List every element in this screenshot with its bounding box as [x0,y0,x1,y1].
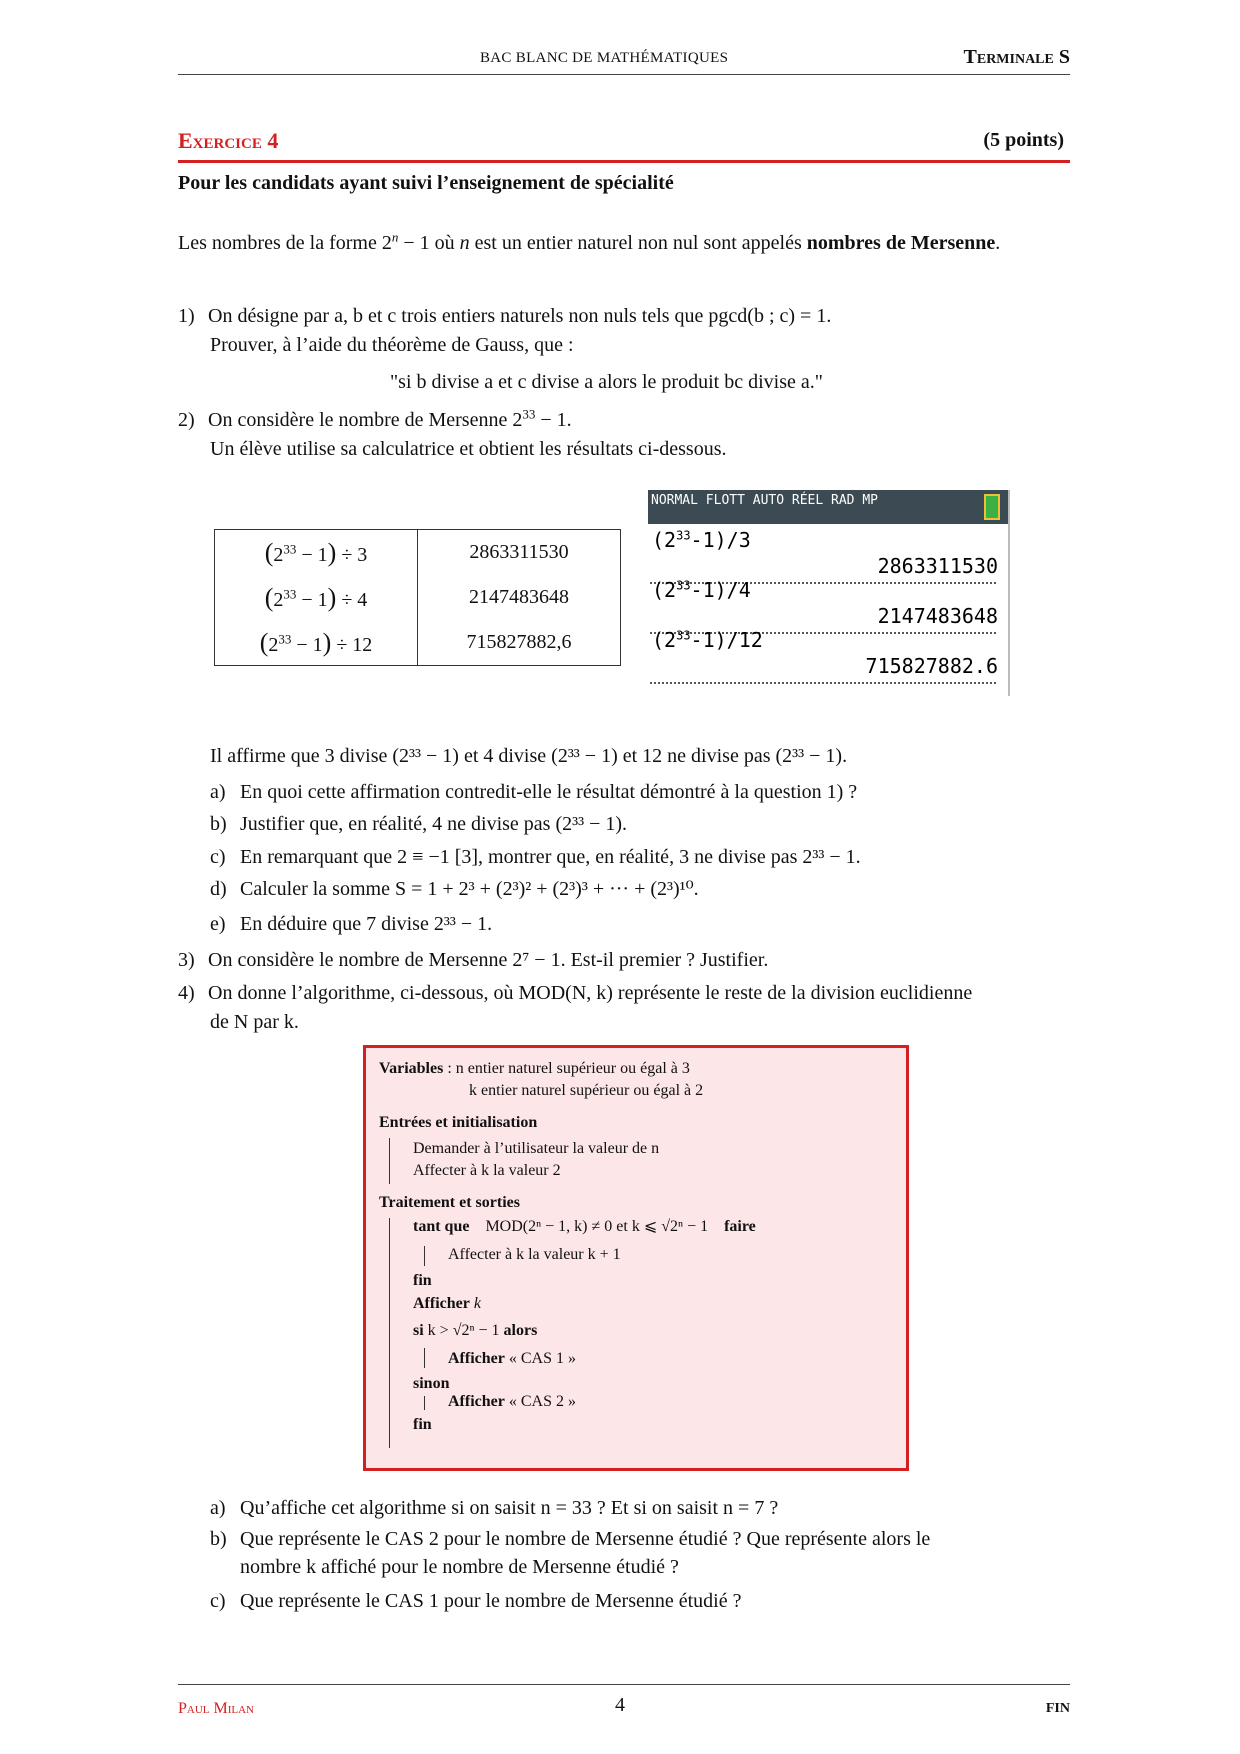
algo-case1: Afficher « CAS 1 » [448,1350,576,1367]
q4-sub-a: a) Qu’affiche cet algorithme si on saisit n = 33 ? Et si on saisit n = 7 ? [210,1497,779,1519]
calculator-status: NORMAL FLOTT AUTO RÉEL RAD MP [651,493,878,508]
table-expr-cell: $(2^{33} - 1) \div 4$ [215,575,418,620]
intro-bold: nombres de Mersenne [806,232,996,254]
table-expr-cell: $(2^{33} - 1) \div 3$ [215,530,418,576]
intro-end: . [995,232,1001,254]
exercise-points: (5 points) [983,129,1064,151]
table-row [215,620,621,666]
algo-treat-title: Traitement et sorties [379,1194,520,1211]
calc-result: 715827882.6 [865,654,998,678]
calc-result: 2863311530 [877,554,998,578]
intro-text-1: Les nombres de la forme 2 [178,232,392,254]
q2-claim: Il affirme que 3 divise (2³³ − 1) et 4 divise (2³³ − 1) et 12 ne divise pas (2³³ − 1). [210,745,848,767]
algo-end1: fin [413,1272,432,1289]
table-row [215,530,621,576]
q2-text1-exp: 33 [522,406,536,422]
algo-init2: Affecter à k la valeur 2 [413,1162,561,1179]
exercise-rule [178,160,1070,163]
q4-sub-b: b) Que représente le CAS 2 pour le nombre de Mersenne étudié ? Que représente alors le [210,1528,931,1550]
q4-line1 [178,979,1070,1007]
calc-expr: $(2^{33}-1)/12$ [652,628,763,652]
table-result-cell: 2863311530 [418,530,621,576]
q2-sub-e: e) En déduire que 7 divise 2³³ − 1. [210,913,493,935]
algo-variables: Variables : n entier naturel supérieur ou égal à 3 [379,1060,690,1077]
algo-loop-bar [424,1246,425,1266]
q1-line1 [178,302,1070,330]
footer-end: FIN [1045,1701,1070,1716]
algo-init-bar [389,1138,390,1184]
footer-page: 4 [615,1694,625,1716]
algo-then-bar [424,1348,425,1368]
footer-rule [178,1684,1070,1685]
footer-author: Paul Milan [178,1700,255,1717]
algo-treat-bar [389,1218,390,1448]
table-result-cell: 715827882,6 [418,620,621,666]
calc-separator [650,682,996,684]
calculator-status-bar [648,490,1008,524]
q2-sub-a: a) En quoi cette affirmation contredit-elle le résultat démontré à la question 1) ? [210,781,858,803]
q4-sub-c: c) Que représente le CAS 1 pour le nombre de Mersenne étudié ? [210,1590,742,1612]
intro-text-3: est un entier naturel non nul sont appelés [469,232,807,254]
algo-end2: fin [413,1416,432,1433]
header-center: BAC BLANC DE MATHÉMATIQUES [480,50,729,66]
q3-number: 3) [178,949,195,971]
q1-quote: "si b divise a et c divise a alors le produit bc divise a." [390,371,823,393]
q4-sub-b-cont: nombre k affiché pour le nombre de Mersenne étudié ? [240,1556,679,1578]
intro-var: n [459,232,470,254]
q4-number: 4) [178,982,195,1004]
q4-line2: de N par k. [210,1011,299,1033]
algo-init1: Demander à l’utilisateur la valeur de n [413,1140,660,1157]
calculator-screen [648,490,1010,696]
header-rule [178,74,1070,75]
calc-expr: $(2^{33}-1)/3$ [652,528,751,552]
table-result-cell: 2147483648 [418,575,621,620]
table-expr-cell: $(2^{33} - 1) \div 12$ [215,620,418,666]
algo-print: Afficher k [413,1295,481,1312]
algo-while: tant que MOD(2ⁿ − 1, k) ≠ 0 et k ⩽ √2ⁿ − 1 faire [413,1218,756,1235]
algo-if: si k > √2ⁿ − 1 alors [413,1322,538,1339]
header-right: Terminale S [963,46,1070,68]
algo-init-title: Entrées et initialisation [379,1114,538,1131]
calc-expr: $(2^{33}-1)/4$ [652,578,751,602]
q2-text1a: On considère le nombre de Mersenne 2 [208,409,523,431]
q2-text1b: − 1. [535,409,572,431]
exercise-title: Exercice 4 [178,128,279,153]
q1-number: 1) [178,305,195,327]
q3-text: On considère le nombre de Mersenne 2⁷ − 1. Est-il premier ? Justifier. [208,949,769,971]
algorithm-box [363,1045,909,1471]
table-row [215,575,621,620]
q4-text1: On donne l’algorithme, ci-dessous, où MOD(N, k) représente le reste de la division euclidienne [208,982,973,1004]
battery-icon [984,494,1000,520]
algo-else-bar [424,1396,425,1410]
q2-sub-d: d) Calculer la somme S = 1 + 2³ + (2³)² + (2³)³ + ··· + (2³)¹⁰. [210,878,699,900]
q2-number: 2) [178,409,195,431]
q2-sub-b: b) Justifier que, en réalité, 4 ne divise pas (2³³ − 1). [210,813,628,835]
algo-var-k: k entier naturel supérieur ou égal à 2 [469,1082,704,1099]
calc-result: 2147483648 [877,604,998,628]
algo-loop-body: Affecter à k la valeur k + 1 [448,1246,621,1263]
intro-paragraph [178,229,1070,257]
q1-line2: Prouver, à l’aide du théorème de Gauss, que : [210,334,574,356]
q2-line2: Un élève utilise sa calculatrice et obtient les résultats ci-dessous. [210,438,727,460]
algo-else: sinon [413,1375,450,1392]
q1-text1: On désigne par a, b et c trois entiers naturels non nuls tels que pgcd(b ; c) = 1. [208,305,832,327]
intro-exp: n [391,229,399,245]
q3-line [178,946,1070,974]
results-table [214,529,621,666]
q2-sub-c: c) En remarquant que 2 ≡ −1 [3], montrer que, en réalité, 3 ne divise pas 2³³ − 1. [210,846,861,868]
specialty-heading: Pour les candidats ayant suivi l’enseignement de spécialité [178,172,674,194]
intro-text-2: − 1 où [398,232,460,254]
algo-case2: Afficher « CAS 2 » [448,1393,576,1410]
q2-line1 [178,406,1070,434]
